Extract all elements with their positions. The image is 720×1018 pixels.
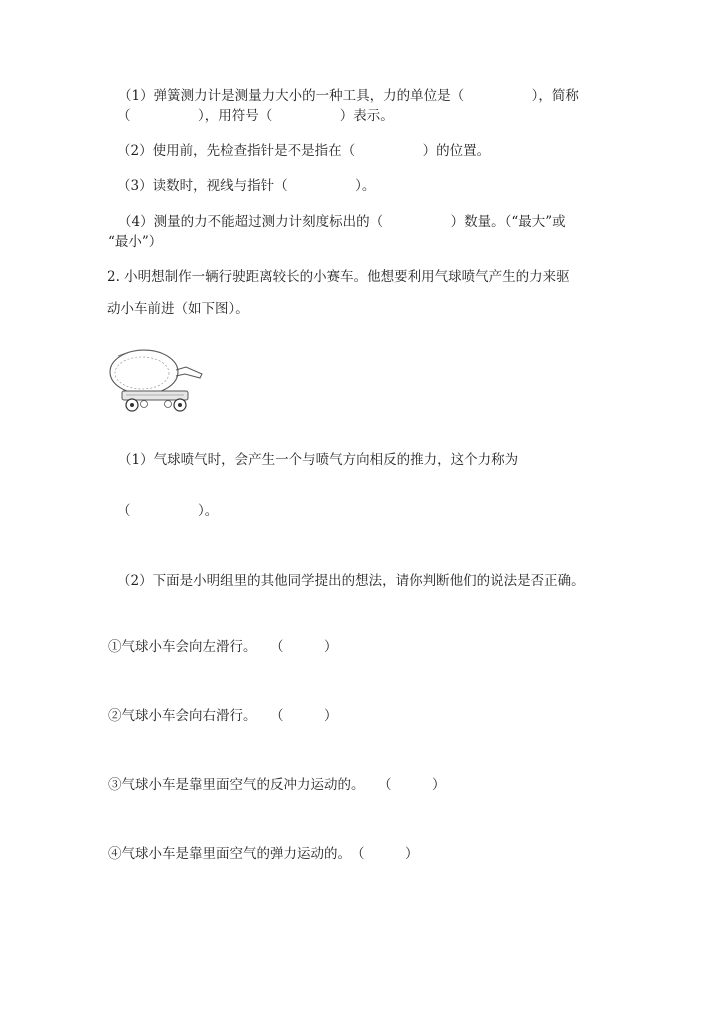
statement-4: ④气球小车是靠里面空气的弹力运动的。 （ ） [108, 846, 419, 862]
q1-part1-line2: （ ），用符号（ ）表示。 [117, 108, 394, 124]
q2-intro-line2: 动小车前进（如下图）。 [107, 301, 249, 317]
q2-sub1-line2: （ ）。 [117, 503, 219, 519]
statement-1: ①气球小车会向左滑行。 （ ） [108, 639, 338, 655]
balloon-car-icon [104, 343, 214, 415]
statement-2: ②气球小车会向右滑行。 （ ） [108, 708, 338, 724]
q1-part4-line1: （4）测量的力不能超过测力计刻度标出的（ ）数量。（“最大”或 [118, 214, 566, 230]
q2-sub1-line1: （1）气球喷气时，会产生一个与喷气方向相反的推力，这个力称为 [118, 452, 519, 468]
q2-intro-line1: 2. 小明想制作一辆行驶距离较长的小赛车。他想要利用气球喷气产生的力来驱 [107, 269, 570, 285]
q1-part3: （3）读数时，视线与指针（ ）。 [117, 178, 376, 194]
statement-3: ③气球小车是靠里面空气的反冲力运动的。 （ ） [108, 777, 446, 793]
q1-part4-line2: “最小”） [108, 234, 163, 250]
q2-sub2: （2）下面是小明组里的其他同学提出的想法，请你判断他们的说法是否正确。 [117, 573, 585, 589]
q1-part1-line1: （1）弹簧测力计是测量力大小的一种工具，力的单位是（ ），简称 [118, 88, 579, 104]
q1-part2: （2）使用前，先检查指针是不是指在（ ）的位置。 [117, 143, 491, 159]
